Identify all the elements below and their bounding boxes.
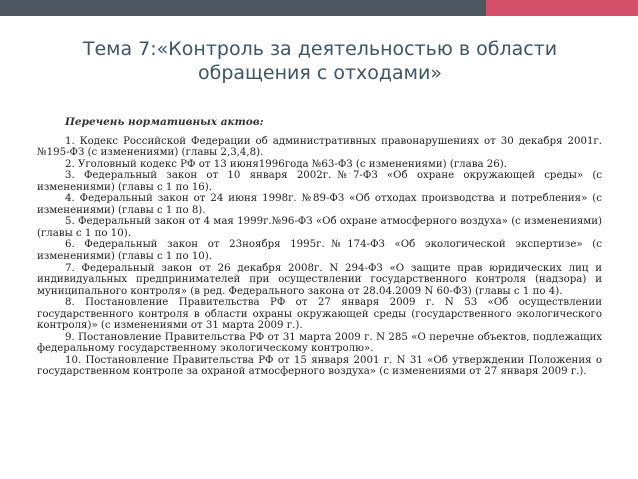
list-item: 8. Постановление Правительства РФ от 27 января 2009 г. N 53 «Об осуществлении государственного контроля в области охраны окружающей среды (государственного экологического контроля)» (с изменениями от 31 марта 2009 г.).	[37, 297, 602, 332]
slide-title	[40, 37, 600, 85]
list-item: 3. Федеральный закон от 10 января 2002г.№7-ФЗ «Об охране окружающей среды» (с изменениями) (главы с 1 по 16).	[37, 170, 602, 193]
top-bar-accent	[486, 0, 638, 16]
list-item: 10. Постановление Правительства РФ от 15 января 2001 г. N 31 «Об утверждении Положения о государственном контроле за охраной атмосферного воздуха» (с изменениями от 27 января 2009 г.).	[37, 354, 602, 378]
list-item: 1. Кодекс Российской Федерации об административных правонарушениях от 30 декабря 2001г.№195-ФЗ (с изменениями) (главы 2,3,4,8).	[37, 135, 602, 159]
slide-title-line2: обращения с отходами»	[197, 62, 442, 84]
slide-title-line1: Тема 7:«Контроль за деятельностью в области	[82, 38, 558, 60]
list-item: 7. Федеральный закон от 26 декабря 2008г. N 294-ФЗ «О защите прав юридических лиц и индивидуальных предпринимателей при осуществлении государственного контроля (надзора) и муниципального контроля» (в ред. Федерального закона от 28.04.2009 N 60-ФЗ) (главы с 1 по 4).	[37, 262, 602, 297]
list-item: 6. Федеральный закон от 23ноября 1995г.№174-ФЗ «Об экологической экспертизе» (с изменениями) (главы с 1 по 10).	[37, 239, 602, 263]
list-item: 2. Уголовный кодекс РФ от 13 июня1996года №63-ФЗ (с изменениями) (глава 26).	[65, 158, 507, 170]
list-item: 4. Федеральный закон от 24 июня 1998г. №89-ФЗ «Об отходах производства и потребления» (с изменениями) (главы с 1 по 8).	[37, 193, 602, 216]
list-item: 5. Федеральный закон от 4 мая 1999г.№96-ФЗ «Об охране атмосферного воздуха» (с изменениями) (главы с 1 по 10).	[37, 216, 602, 239]
list-item: 9. Постановление Правительства РФ от 31 марта 2009 г. N 285 «О перечне объектов, подлежащих федеральному государственному экологическому контролю».	[37, 331, 602, 355]
slide-content	[37, 117, 602, 378]
list-heading: Перечень нормативных актов:	[65, 116, 264, 128]
